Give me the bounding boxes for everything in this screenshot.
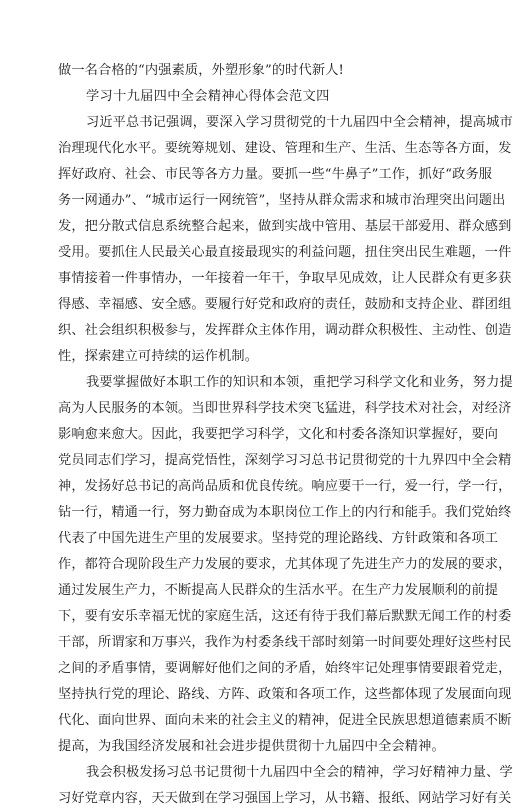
paragraph-line: 坚持执行党的理论、路线、方阵、政策和各项工作，这些都体现了发展面向现 [58,687,512,702]
section-title: 学习十九届四中全会精神心得体会范文四 [86,89,330,104]
paragraph-line: 党员同志们学习，提高党悟性，深刻学习习总书记贯彻党的十九界四中全会精 [58,453,512,468]
paragraph-line: 作，都符合现阶段生产力发展的要求，尤其体现了先进生产力的发展的要求， [58,557,512,572]
paragraph-closing-line: 做一名合格的“内强素质，外塑形象”的时代新人! [58,63,344,78]
paragraph-line: 习近平总书记强调，要深入学习贯彻党的十九届四中全会精神，提高城市 [86,115,513,130]
paragraph-line: 治理现代化水平。要统筹规划、建设、管理和生产、生活、生态等各方面，发 [58,141,512,156]
paragraph-line: 习好党章内容，天天做到在学习强国上学习，从书籍、报纸、网站学习好有关 [58,791,512,806]
paragraph-line: 得感、幸福感、安全感。要履行好党和政府的责任，鼓励和支持企业、群团组 [58,297,512,312]
paragraph-line: 代化、面向世界、面向未来的社会主义的精神，促进全民族思想道德素质不断 [58,713,512,728]
paragraph-line: 我要掌握做好本职工作的知识和本领，重把学习科学文化和业务，努力提 [86,375,513,390]
paragraph-line: 通过发展生产力，不断提高人民群众的生活水平。在生产力发展顺利的前提 [58,583,499,598]
paragraph-line: 下，要有安乐幸福无忧的家庭生活，这还有待于我们幕后默默无闻工作的村委 [58,609,512,624]
paragraph-line: 提高，为我国经济发展和社会进步提供贯彻十九届四中全会精神。 [58,739,445,754]
paragraph-line: 之间的矛盾事情，要调解好他们之间的矛盾，始终牢记处理事情要跟着党走， [58,661,512,676]
paragraph-line: 钻一行，精通一行，努力勤奋成为本职岗位工作上的内行和能手。我们党始终 [58,505,512,520]
paragraph-line: 影响愈来愈大。因此，我要把学习科学，文化和村委各涤知识掌握好，要向 [58,427,499,442]
paragraph-line: 挥好政府、社会、市民等各方力量。要抓一些“牛鼻子”工作，抓好“政务服 [58,167,493,182]
paragraph-line: 发，把分散式信息系统整合起来，做到实战中管用、基层干部爱用、群众感到 [58,219,512,234]
paragraph-line: 事情接着一件事情办，一年接着一年干，争取早见成效，让人民群众有更多获 [58,271,512,286]
paragraph-line: 我会积极发扬习总书记贯彻十九届四中全会的精神，学习好精神力量、学 [86,765,513,780]
paragraph-line: 高为人民服务的本领。当即世界科学技术突飞猛进，科学技术对社会，对经济 [58,401,512,416]
paragraph-line: 织、社会组织积极参与，发挥群众主体作用，调动群众积极性、主动性、创造 [58,323,512,338]
paragraph-line: 神，发扬好总书记的高尚品质和优良传统。响应要干一行，爱一行，学一行， [58,479,512,494]
paragraph-line: 受用。要抓住人民最关心最直接最现实的利益问题，扭住突出民生难题，一件 [58,245,512,260]
paragraph-line: 务一网通办”、“城市运行一网统管”，坚持从群众需求和城市治理突出问题出 [58,193,506,208]
paragraph-line: 干部，所谓家和万事兴，我作为村委条线干部时刻第一时间要处理好这些村民 [58,635,512,650]
paragraph-line: 代表了中国先进生产里的发展要求。坚持党的理论路线、方针政策和各项工 [58,531,499,546]
paragraph-line: 性，探索建立可持续的运作机制。 [58,349,259,364]
